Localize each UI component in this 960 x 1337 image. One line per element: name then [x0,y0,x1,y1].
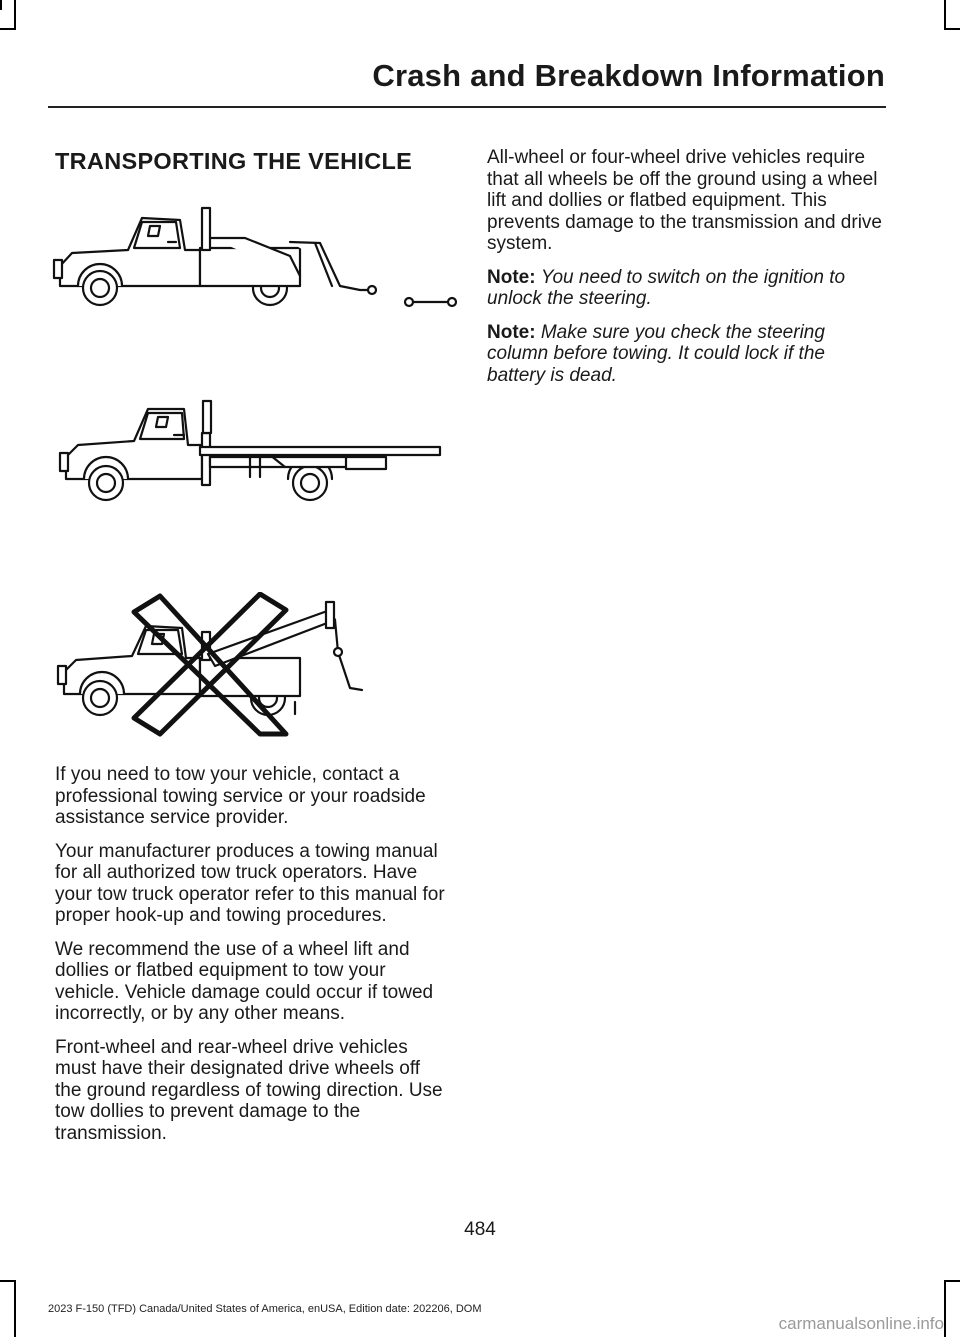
section-title: TRANSPORTING THE VEHICLE [55,148,413,174]
watermark: carmanualsonline.info [778,1314,944,1333]
note-text: You need to switch on the ignition to unlock the steering. [487,266,846,309]
note-label: Note: [487,321,536,343]
crop-mark [944,28,960,30]
paragraph: We recommend the use of a wheel lift and dollies or flatbed equipment to tow your vehicle. Vehicle damage could occur if towed incorrectly, or by any other means. [55,938,434,1024]
crop-mark [944,1280,946,1337]
note-text: Make sure you check the steering column before towing. It could lock if the battery is dead. [487,321,825,386]
note-label: Note: [487,266,536,288]
paragraph: All-wheel or four-wheel drive vehicles require that all wheels be off the ground using a wheel lift and dollies or flatbed equipment. This prevents damage to the transmission and drive system. [487,147,882,254]
paragraph: If you need to tow your vehicle, contact a professional towing service or your roadside assistance service provider. [55,764,426,828]
crop-mark [14,1280,16,1337]
note [487,322,882,387]
crop-mark [944,0,946,30]
wheel-lift-tow-truck-illustration [50,198,460,318]
crop-mark [0,28,14,30]
sling-tow-truck-prohibited-illustration [50,592,460,737]
crop-mark [944,1280,960,1282]
paragraph: Your manufacturer produces a towing manual for all authorized tow truck operators. Have your tow truck operator refer to this manual for proper hook-up and towing procedures. [55,840,445,926]
edition-footer: 2023 F-150 (TFD) Canada/United States of America, enUSA, Edition date: 202206, DOM [48,1303,482,1315]
crop-mark [0,1280,14,1282]
page-header-title: Crash and Breakdown Information [372,58,885,93]
page-number: 484 [464,1219,496,1240]
header-divider [48,106,886,108]
right-column-text [487,147,882,398]
crop-mark [0,0,2,10]
flatbed-tow-truck-illustration [50,395,460,510]
paragraph: Front-wheel and rear-wheel drive vehicles must have their designated drive wheels off the ground regardless of towing direction. Use tow dollies to prevent damage to the transmission. [55,1036,443,1144]
tow-dolly-icon [405,298,413,306]
left-column-text [55,764,450,1156]
crop-mark [14,0,16,30]
note [487,267,882,310]
